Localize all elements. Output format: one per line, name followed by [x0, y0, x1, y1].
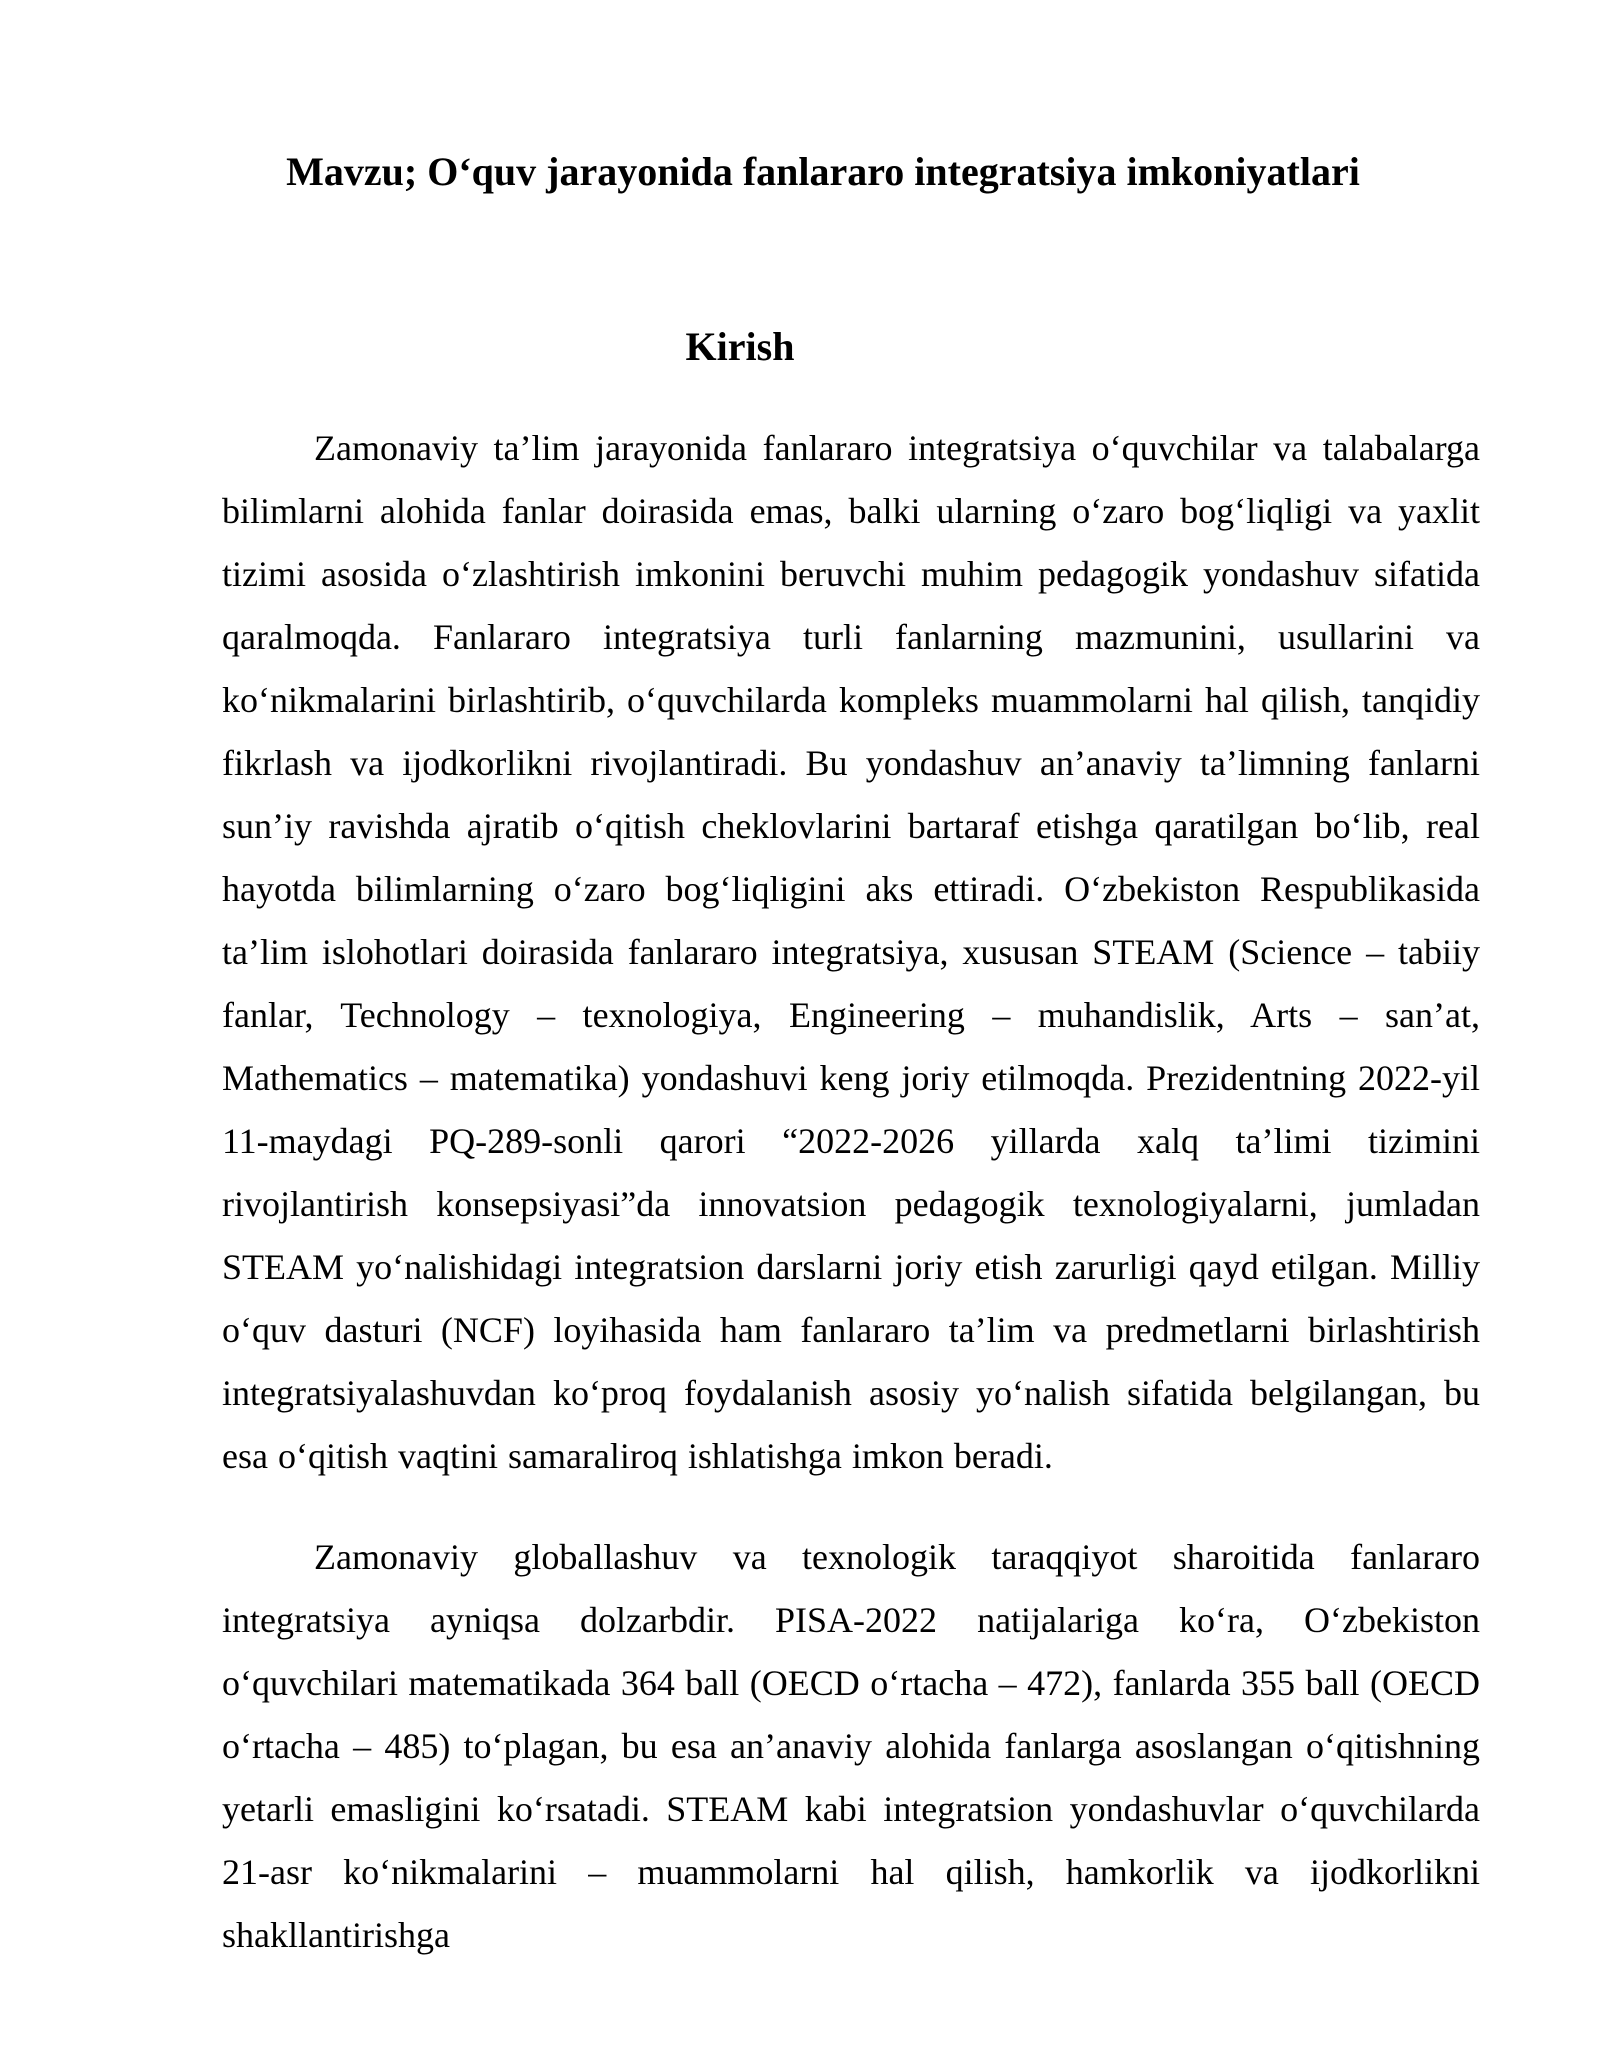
paragraph-intro: Zamonaviy ta’lim jarayonida fanlararo integratsiya o‘quvchilar va talabalarga bilimlarni alohida fanlar doirasida emas, balki ularning o‘zaro bog‘liqligi va yaxlit tizimi asosida o‘zlashtirish imkonini beruvchi muhim pedagogik yondashuv sifatida qaralmoqda. Fanlararo integratsiya turli fanlarning mazmunini, usullarini va ko‘nikmalarini birlashtirib, o‘quvchilarda kompleks muammolarni hal qilish, tanqidiy fikrlash va ijodkorlikni rivojlantiradi. Bu yondashuv an’anaviy ta’limning fanlarni sun’iy ravishda ajratib o‘qitish cheklovlarini bartaraf etishga qaratilgan bo‘lib, real hayotda bilimlarning o‘zaro bog‘liqligini aks ettiradi. O‘zbekiston Respublikasida ta’lim islohotlari doirasida fanlararo integratsiya, xususan STEAM (Science – tabiiy fanlar, Technology – texnologiya, Engineering – muhandislik, Arts – san’at, Mathematics – matematika) yondashuvi keng joriy etilmoqda. Prezidentning 2022-yil 11-maydagi PQ-289-sonli qarori “2022-2026 yillarda xalq ta’limi tizimini rivojlantirish konsepsiyasi”da innovatsion pedagogik texnologiyalarni, jumladan STEAM yo‘nalishidagi integratsion darslarni joriy etish zarurligi qayd etilgan. Milliy o‘quv dasturi (NCF) loyihasida ham fanlararo ta’lim va predmetlarni birlashtirish integratsiyalashuvdan ko‘proq foydalanish asosiy yo‘nalish sifatida belgilangan, bu esa o‘qitish vaqtini samaraliroq ishlatishga imkon beradi. — [222, 428, 1480, 1476]
section-heading-kirish: Kirish — [685, 324, 795, 369]
paragraph-pisa-stats: Zamonaviy globallashuv va texnologik taraqqiyot sharoitida fanlararo integratsiya ayniqsa dolzarbdir. PISA-2022 natijalariga ko‘ra, O‘zbekiston o‘quvchilari matematikada 364 ball (OECD o‘rtacha – 472), fanlarda 355 ball (OECD o‘rtacha – 485) to‘plagan, bu esa an’anaviy alohida fanlarga asoslangan o‘qitishning yetarli emasligini ko‘rsatadi. STEAM kabi integratsion yondashuvlar o‘quvchilarda 21-asr ko‘nikmalarini – muammolarni hal qilish, hamkorlik va ijodkorlikni shakllantirishga — [222, 1537, 1480, 1955]
document-title: Mavzu; O‘quv jarayonida fanlararo integratsiya imkoniyatlari — [286, 149, 1360, 194]
